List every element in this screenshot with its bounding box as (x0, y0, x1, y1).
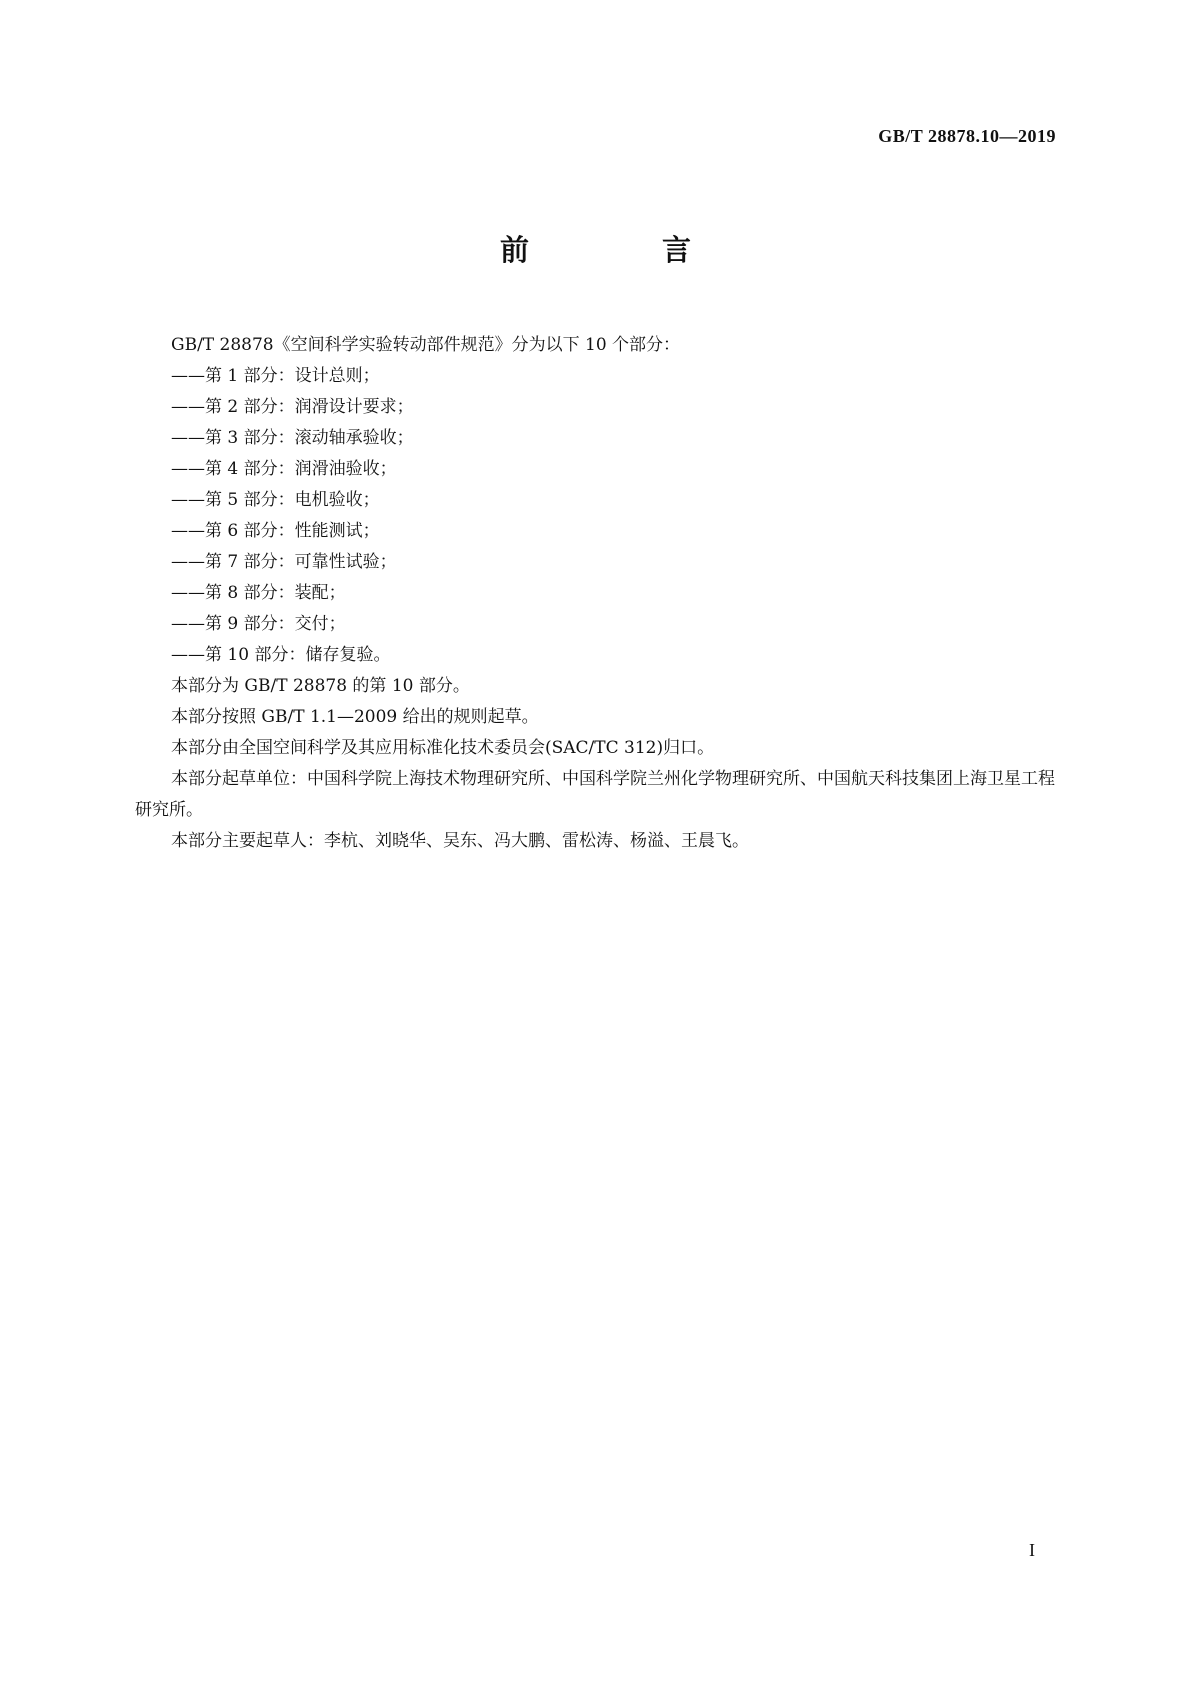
list-item: ——第 8 部分：装配； (171, 583, 346, 603)
drafting-rules-paragraph: 本部分按照 GB/T 1.1—2009 给出的规则起草。 (171, 707, 539, 727)
list-item: ——第 10 部分：储存复验。 (171, 645, 391, 665)
intro-paragraph: GB/T 28878《空间科学实验转动部件规范》分为以下 10 个部分： (171, 335, 681, 355)
page-title: 前 言 (499, 233, 743, 267)
list-item: ——第 1 部分：设计总则； (171, 366, 380, 386)
drafters-paragraph: 本部分主要起草人：李杭、刘晓华、吴东、冯大鹏、雷松涛、杨溢、王晨飞。 (171, 831, 749, 851)
parts-list (135, 361, 1060, 671)
list-item: ——第 4 部分：润滑油验收； (171, 459, 397, 479)
foreword-body (135, 330, 1060, 857)
standard-code-header: GB/T 28878.10—2019 (878, 126, 1056, 146)
page-number: I (1029, 1540, 1035, 1560)
committee-paragraph: 本部分由全国空间科学及其应用标准化技术委员会(SAC/TC 312)归口。 (171, 738, 715, 758)
list-item: ——第 2 部分：润滑设计要求； (171, 397, 414, 417)
list-item: ——第 5 部分：电机验收； (171, 490, 380, 510)
list-item: ——第 7 部分：可靠性试验； (171, 552, 397, 572)
list-item: ——第 9 部分：交付； (171, 614, 346, 634)
list-item: ——第 3 部分：滚动轴承验收； (171, 428, 414, 448)
drafting-units-paragraph: 本部分起草单位：中国科学院上海技术物理研究所、中国科学院兰州化学物理研究所、中国航天科技集团上海卫星工程研究所。 (135, 769, 1055, 820)
part-statement-paragraph: 本部分为 GB/T 28878 的第 10 部分。 (171, 676, 470, 696)
list-item: ——第 6 部分：性能测试； (171, 521, 380, 541)
